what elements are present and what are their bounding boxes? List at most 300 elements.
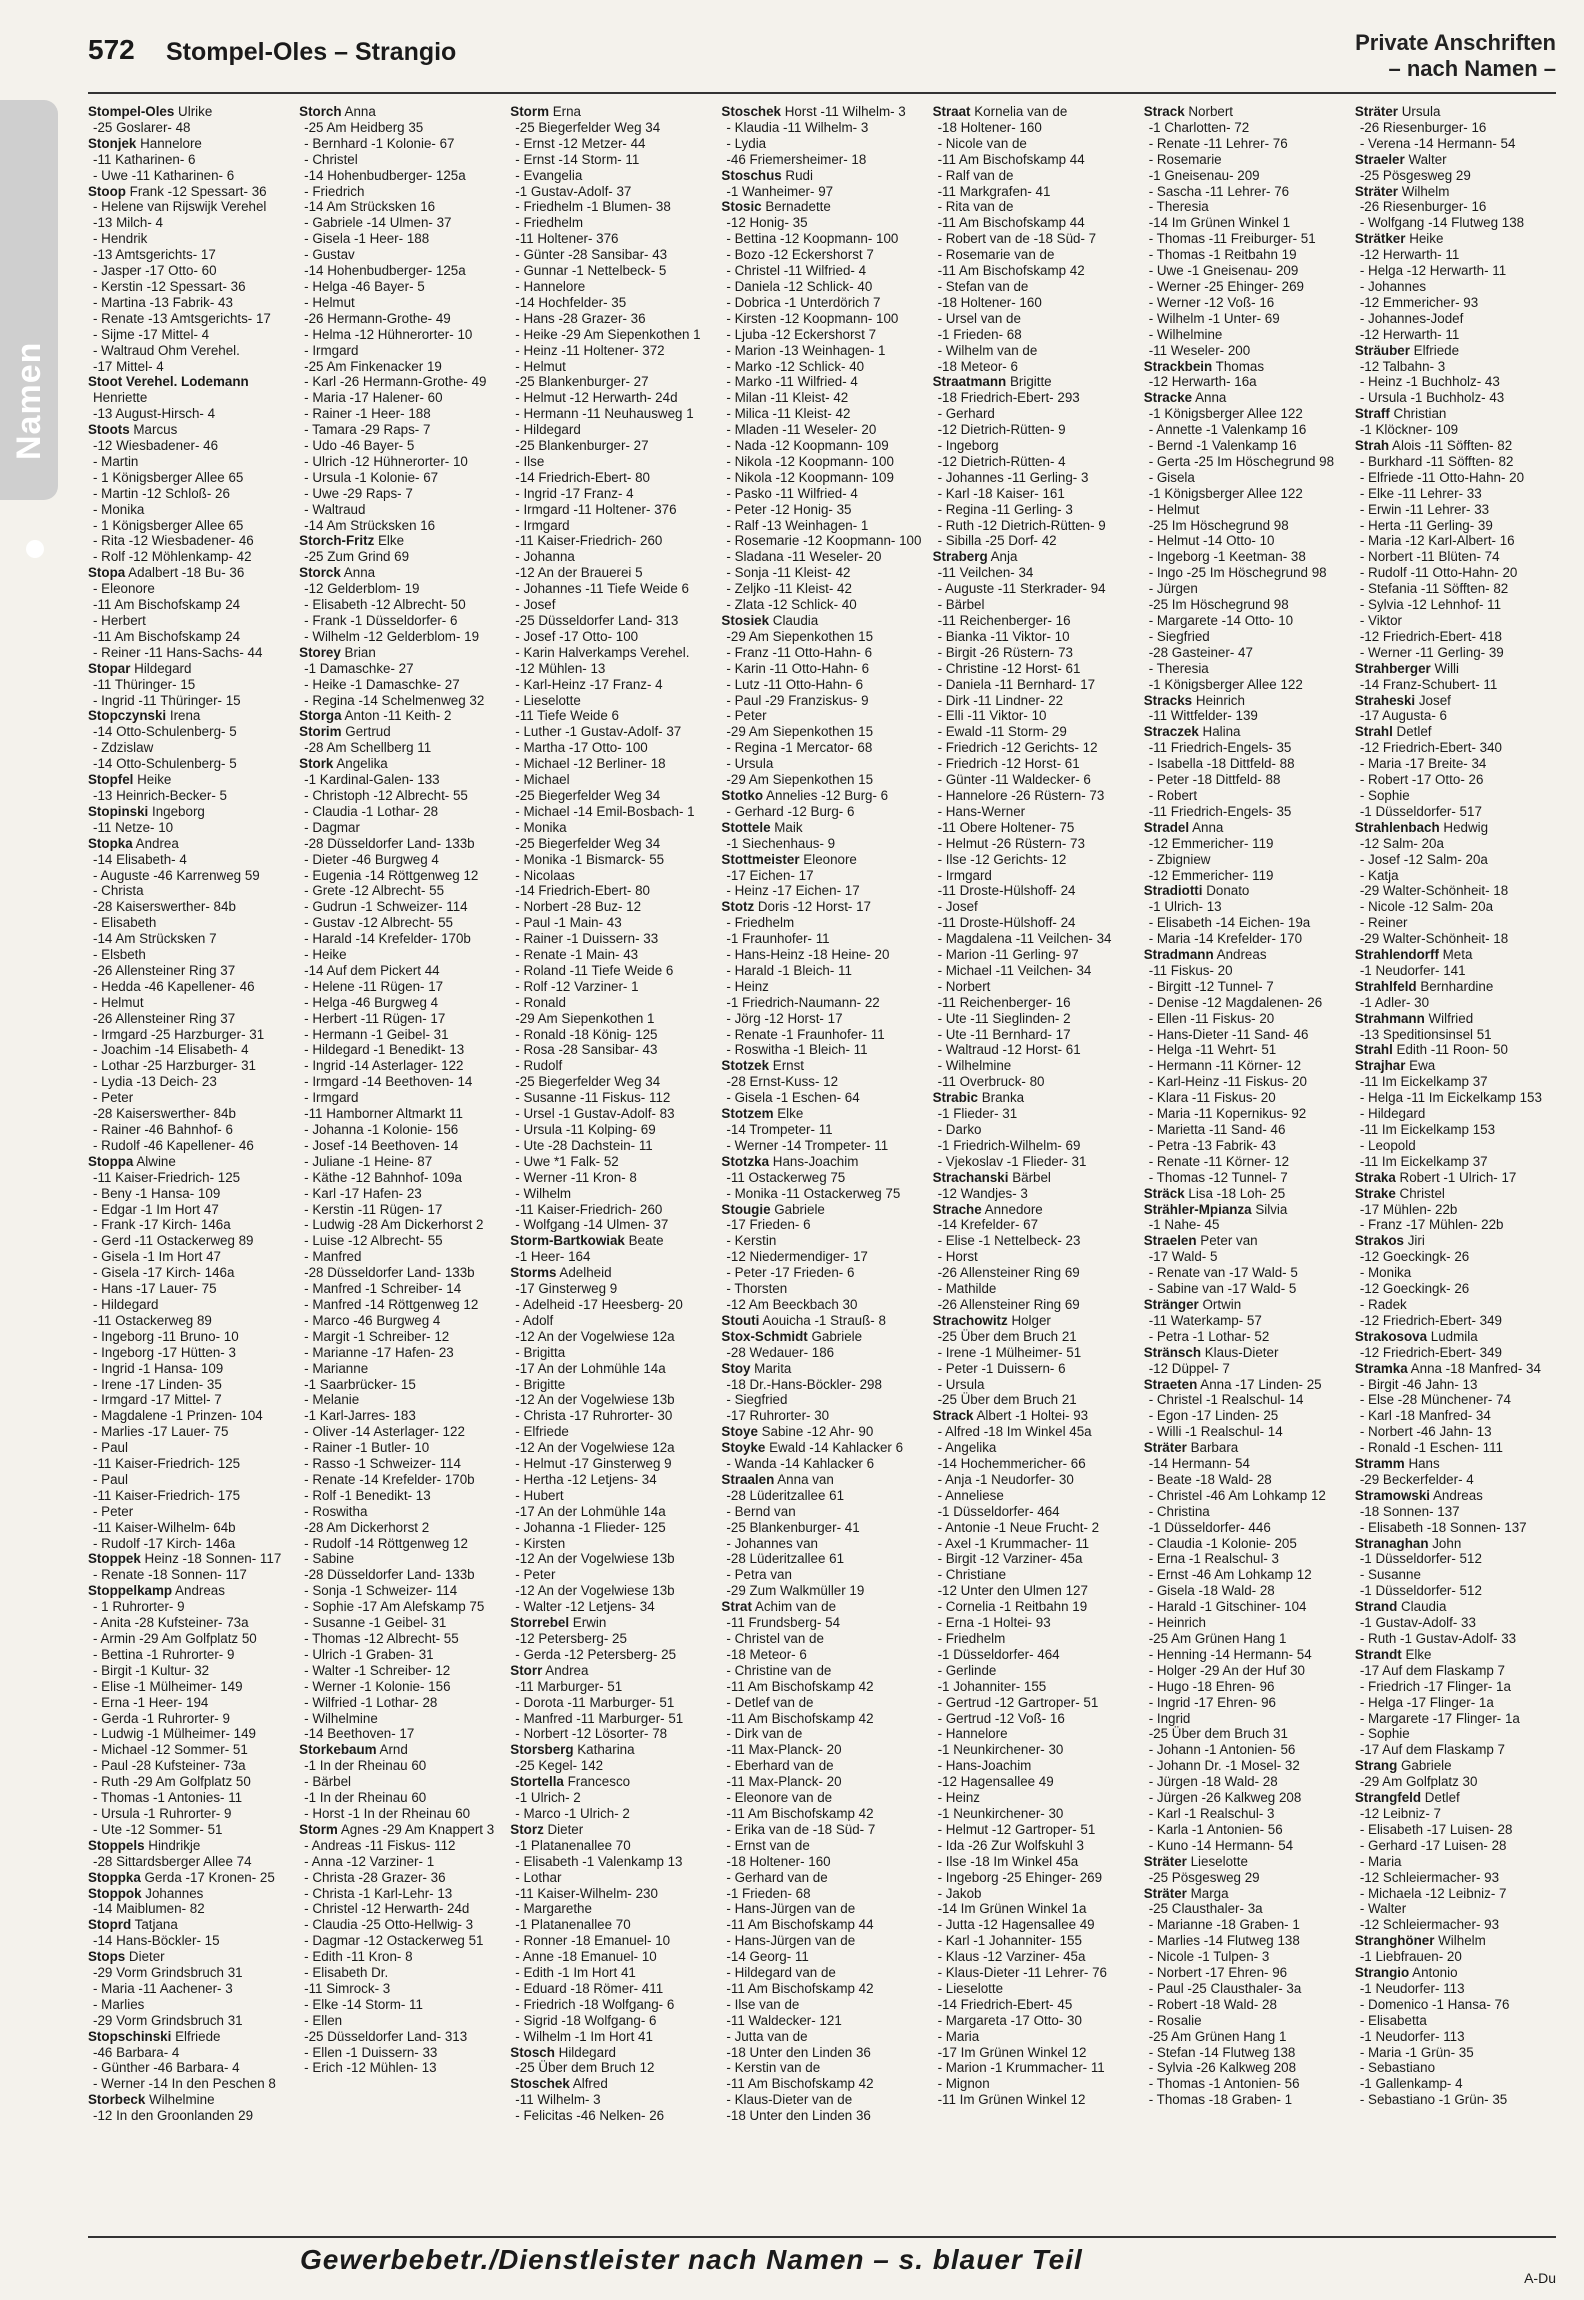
entry-rest: Andreas [1430,1487,1483,1503]
surname: Stox-Schmidt [721,1328,808,1344]
listing-line: - Adolf [515,1312,554,1328]
listing-surname-entry [721,1424,922,1440]
surname: Strangio [1354,1965,1410,1981]
listing-line: - Manfred [304,1249,362,1265]
listing-line: -14 Friedrich-Ebert- 80 [515,469,650,485]
listing-line: - Regina -11 Gerling- 3 [937,501,1073,517]
listing-line: - Michael -12 Sommer- 51 [93,1742,248,1758]
listing-line: -1 Friedrich-Wilhelm- 69 [937,1137,1081,1153]
listing-line: -1 Düsseldorfer- 517 [1359,803,1482,819]
listing-surname-entry [88,772,289,788]
listing-line: - Peter [726,708,767,724]
listing-line: - Jasper -17 Otto- 60 [93,263,217,279]
listing-line: - Sijme -17 Mittel- 4 [93,326,210,342]
listing-line: -1 Friedrich-Naumann- 22 [726,994,880,1010]
surname: Stompel-Oles [88,104,175,119]
listing-surname-entry [1144,1233,1345,1249]
listing-line: -25 Im Höschegrund 98 [1148,517,1289,533]
listing-surname-entry [88,1583,289,1599]
listing-line: -17 An der Lohmühle 14a [515,1360,666,1376]
listing-line: -1 In der Rheinau 60 [304,1758,427,1774]
listing-surname-entry [1355,693,1556,709]
surname: Straatmann [932,374,1007,390]
listing-line: - Helga -17 Flinger- 1a [1359,1694,1494,1710]
listing-line: - Axel -1 Krummacher- 11 [937,1535,1090,1551]
listing-line: - Erna -1 Holtei- 93 [937,1615,1051,1631]
listing-line: -17 Auf dem Flaskamp 7 [1359,1742,1505,1758]
listing-line: - Sabine van -17 Wald- 5 [1148,1281,1297,1297]
listing-line: - Rita -12 Wiesbadener- 46 [93,533,254,549]
listing-line: - Rudolf -14 Röttgenweg 12 [304,1535,468,1551]
listing-line: - Jutta van de [726,2028,808,2044]
listing-line: - Claudia -25 Otto-Hellwig- 3 [304,1917,474,1933]
surname: Storga [299,708,342,724]
listing-line: -14 Trompeter- 11 [726,1122,833,1137]
listing-line: - Heike -29 Am Siepenkothen 1 [515,326,701,342]
listing-line: -14 Am Strücksken 16 [304,199,436,215]
listing-line: -12 Herwarth- 11 [1359,326,1460,342]
listing-line: - Martina -13 Fabrik- 43 [93,294,233,310]
listing-line: -1 Heer- 164 [515,1249,591,1265]
listing-line: -1 Königsberger Allee 122 [1148,676,1303,692]
listing-line: -12 Hagensallee 49 [937,1774,1054,1790]
surname: Stopfel [88,772,134,788]
listing-line: - Christiane [937,1567,1007,1583]
listing-line: -17 Auf dem Flaskamp 7 [1359,1662,1505,1678]
listing-line: -13 Speditionsinsel 51 [1359,1026,1492,1042]
entry-rest: Walter [1404,151,1447,167]
listing-line: -29 Am Siepenkothen 15 [726,724,874,740]
listing-line: - Waltraud Ohm Verehel. [93,342,240,358]
listing-line: - Gerda -12 Petersberg- 25 [515,1646,677,1662]
listing-line: - Sebastiano [1359,2060,1436,2076]
entry-rest: Elfriede [171,2028,221,2044]
listing-line: -11 Simrock- 3 [304,1980,391,1996]
listing-surname-entry [1355,1186,1556,1202]
listing-surname-entry [1355,1790,1556,1806]
entry-rest: Donato [1202,883,1250,899]
listing-line: - Renate -14 Krefelder- 170b [304,1471,475,1487]
listing-line: - Katja [1359,867,1399,883]
listing-line: -14 Hans-Böckler- 15 [93,1933,220,1949]
listing-line: - Hildegard [93,1296,159,1312]
entry-rest: Claudia [769,613,819,628]
listing-line: - Gertrud -12 Gartroper- 51 [937,1694,1099,1710]
entry-rest: Brian [340,644,376,660]
listing-surname-entry [510,1265,711,1281]
listing-line: - Maria -12 Karl-Albert- 16 [1359,533,1515,549]
listing-line: - Siegfried [1148,628,1210,644]
listing-line: - Peter -18 Dittfeld- 88 [1148,772,1281,788]
listing-surname-entry [721,1313,922,1329]
listing-line: - Christel [304,151,358,167]
entry-rest: Anna -17 Linden- 25 [1197,1376,1322,1392]
listing-line: -25 Blankenburger- 27 [515,374,649,390]
listing-line: - Michaela -12 Leibniz- 7 [1359,1885,1507,1901]
listing-line: -12 Emmericher- 119 [1148,835,1274,851]
listing-line: - Sophie -17 Am Alefskamp 75 [304,1599,485,1615]
listing-line: - Josef [937,899,978,915]
listing-line: -12 Leibniz- 7 [1359,1805,1441,1821]
listing-line: - Norbert -11 Blüten- 74 [1359,549,1500,565]
surname: Stotzek [721,1058,770,1074]
entry-rest: Gabriele [770,1201,825,1217]
listing-line: - Heinz -11 Holtener- 372 [515,342,665,358]
listing-surname-entry [88,1917,289,1933]
listing-line: - Petra -13 Fabrik- 43 [1148,1137,1276,1153]
listing-line: - Hildegard [515,422,581,438]
listing-line: -11 Am Bischofskamp 42 [726,1678,874,1694]
listing-line: - Irene -17 Linden- 35 [93,1376,222,1392]
listing-line: - Mathilde [937,1281,997,1297]
listing-line: -12 Dietrich-Rütten- 4 [937,453,1066,469]
listing-line: - Werner -11 Kron- 8 [515,1169,637,1185]
listing-line: - Horst [937,1249,978,1265]
surname: Stranaghan [1354,1535,1429,1551]
listing-line: -1 Klöckner- 109 [1359,422,1459,438]
listing-line: - Günter -11 Waldecker- 6 [937,772,1091,788]
surname: Stottele [721,819,771,835]
listing-line: -12 Goeckingk- 26 [1359,1281,1470,1297]
listing-line: - Auguste -11 Sterkrader- 94 [937,581,1106,597]
listing-surname-entry [1144,1202,1345,1218]
listing-line: - Rosemarie van de [937,247,1055,263]
listing-line: - Elisabeth [93,915,157,931]
listing-line: - Michael [515,772,570,788]
entry-rest: Detlef [1421,1790,1460,1806]
entry-rest: Claudia [1397,1599,1447,1615]
listing-line: - Herbert [93,613,146,628]
listing-line: -1 Düsseldorfer- 446 [1148,1519,1271,1535]
listing-line: -25 Biegerfelder Weg 34 [515,119,661,135]
surname: Stramm [1354,1456,1405,1472]
listing-line: - Jörg -12 Horst- 17 [726,1010,843,1026]
listing-surname-entry [88,422,289,438]
entry-rest: Wilhelm [1434,1933,1486,1949]
listing-line: -28 Kaiserswerther- 84b [93,899,236,915]
surname: Sträter [1354,183,1399,199]
entry-rest: Maik [770,819,803,835]
listing-line: -12 Honig- 35 [726,215,808,231]
listing-line: - Uwe -29 Raps- 7 [304,485,413,501]
listing-line: -11 Holtener- 376 [515,231,619,247]
listing-line: - Marlies -17 Lauer- 75 [93,1424,229,1440]
listing-line: -17 Mühlen- 22b [1359,1201,1458,1217]
listing-line: - Karl -18 Kaiser- 161 [937,485,1065,501]
listing-line: - Helmut [515,358,566,374]
directory-column [88,104,289,2214]
listing-line: - Robert [1148,787,1198,803]
entry-rest: Francesco [563,1774,631,1790]
directory-column [1355,104,1556,2214]
listing-line: - Sophie [1359,1726,1410,1742]
listing-line: - Renate -18 Sonnen- 117 [93,1567,247,1583]
listing-line: - Rosalie [1148,2012,1202,2028]
listing-line: - Ingeborg -25 Ehinger- 269 [937,1869,1103,1885]
listing-line: - Juliane -1 Heine- 87 [304,1153,433,1169]
entry-rest: Eleonore [799,851,857,867]
listing-surname-entry [1355,1329,1556,1345]
listing-line: - Harald -1 Bleich- 11 [726,962,852,978]
listing-line: - Nicolaas [515,867,575,883]
listing-line: - Detlef van de [726,1694,814,1710]
listing-line: -12 Dietrich-Rütten- 9 [937,422,1066,438]
surname: Stortella [510,1774,564,1790]
listing-line: - Ute -28 Dachstein- 11 [515,1137,653,1153]
listing-line: - Maria [1359,1853,1402,1869]
listing-line: - Gerta -25 Im Höschegrund 98 [1148,453,1335,469]
listing-line: - Wanda -14 Kahlacker 6 [726,1456,875,1472]
listing-line: - Theresia [1148,660,1209,676]
listing-surname-entry [510,1663,711,1679]
listing-line: - Susanne -1 Geibel- 31 [304,1615,447,1631]
listing-line: -12 Friedrich-Ebert- 349 [1359,1344,1502,1360]
listing-line: - Nada -12 Koopmann- 109 [726,438,889,454]
listing-line: -11 Am Bischofskamp 42 [726,2076,874,2092]
listing-line: - Zdzislaw [93,740,154,756]
directory-column [510,104,711,2214]
surname: Storm [510,104,549,119]
listing-line: - Monika -11 Ostackerweg 75 [726,1185,901,1201]
listing-line: - Ursula -1 Buchholz- 43 [1359,390,1505,406]
surname: Storch-Fritz [299,533,375,549]
listing-line: -18 Meteor- 6 [937,358,1018,374]
entry-rest: Bernhardine [1416,978,1494,994]
listing-line: -14 Beethoven- 17 [304,1726,415,1742]
listing-line: - Ida -26 Zur Wolfskuhl 3 [937,1837,1084,1853]
listing-line: -26 Hermann-Grothe- 49 [304,310,451,326]
entry-rest: Hans-Joachim [769,1153,859,1169]
listing-line: - Hildegard [1359,1106,1426,1122]
listing-line: - Bianka -11 Viktor- 10 [937,628,1070,644]
listing-surname-entry [1355,724,1556,740]
listing-line: - Monika [515,819,567,835]
listing-line: -25 Biegerfelder Weg 34 [515,835,661,851]
surname: Sträter [1354,104,1399,119]
entry-rest: Meta [1438,947,1473,963]
page-number: 572 [88,34,135,65]
listing-line: -11 Obere Holtener- 75 [937,819,1075,835]
listing-line: - Josef -14 Beethoven- 14 [304,1137,459,1153]
entry-rest: Albert -1 Holtei- 93 [973,1408,1089,1424]
listing-surname-entry [1144,390,1345,406]
listing-line: - Christine -12 Horst- 61 [937,660,1081,676]
listing-surname-entry [88,184,289,200]
listing-line: - Christel -46 Am Lohkamp 12 [1148,1487,1326,1503]
listing-line: - Helmut -17 Ginsterweg 9 [515,1456,672,1472]
entry-rest: Josef [1415,692,1451,708]
listing-line: - Ingo -25 Im Höschegrund 98 [1148,565,1327,581]
listing-line: - Joachim -14 Elisabeth- 4 [93,1042,249,1058]
listing-line: - Ernst van de [726,1837,810,1853]
listing-line: - Josef -17 Otto- 100 [515,628,639,644]
listing-line: - Auguste -46 Karrenweg 59 [93,867,260,883]
listing-line: - Jutta -12 Hagensallee 49 [937,1917,1095,1933]
listing-line: - Josef [515,597,556,613]
entry-rest: Andreas [172,1583,225,1599]
listing-line: - Rolf -12 Varziner- 1 [515,978,639,994]
listing-line: - Karin -11 Otto-Hahn- 6 [726,660,870,676]
surname: Stouti [721,1312,760,1328]
entry-rest: Elfriede [1409,342,1460,358]
listing-line: - Christel -12 Herwarth- 24d [304,1901,470,1917]
listing-line: -12 Mühlen- 13 [515,660,606,676]
listing-line: - Renate van -17 Wald- 5 [1148,1265,1298,1281]
listing-surname-entry [88,374,289,390]
listing-line: -1 Neudorfer- 113 [1359,2028,1465,2044]
listing-line: - Franz -17 Mühlen- 22b [1359,1217,1504,1233]
listing-line: - Bernd -1 Valenkamp 16 [1148,438,1297,454]
footer-note: Gewerbebetr./Dienstleister nach Namen – s. blauer Teil [300,2244,1083,2275]
listing-line: -11 Reichenberger- 16 [937,613,1071,628]
listing-line: - Friedhelm [937,1631,1006,1646]
listing-line: -29 Vorm Grindsbruch 31 [93,1965,243,1981]
surname: Stracke [1143,390,1193,406]
entry-rest: Dieter [543,1821,584,1837]
surname: Stosiek [721,613,770,628]
section-title [1355,30,1556,82]
entry-rest: Lisa -18 Loh- 25 [1184,1185,1286,1201]
listing-line: - Manfred -11 Marburger- 51 [515,1710,684,1726]
listing-surname-entry [1355,1965,1556,1981]
listing-line: -28 Gasteiner- 47 [1148,644,1253,660]
listing-line: -28 Am Schellberg 11 [304,740,432,756]
surname: Sträter [1143,1853,1187,1869]
listing-line: - Theresia [1148,199,1209,215]
section-title-line1: Private Anschriften [1355,30,1556,55]
entry-rest: Hildegard [130,660,192,676]
listing-line: - Walter -12 Letjens- 34 [515,1599,655,1615]
listing-line: -12 Petersberg- 25 [515,1631,627,1646]
listing-line: - Ronner -18 Emanuel- 10 [515,1933,671,1949]
listing-line: -12 Gelderblom- 19 [304,581,420,597]
listing-line: -25 Zum Grind 69 [304,549,410,565]
listing-line: - Marko -12 Schlick- 40 [726,358,865,374]
listing-line: - Karl -26 Hermann-Grothe- 49 [304,374,487,390]
listing-line: - 1 Königsberger Allee 65 [93,517,244,533]
listing-line: -1 Düsseldorfer- 512 [1359,1551,1482,1567]
surname: Strat [721,1599,752,1615]
listing-surname-entry [1355,231,1556,247]
listing-line: - Maria -17 Breite- 34 [1359,756,1487,772]
listing-line: - Anita -28 Kufsteiner- 73a [93,1615,249,1631]
surname: Stranghöner [1354,1933,1435,1949]
listing-surname-entry [721,852,922,868]
listing-line: - Rudolf -46 Kapellener- 46 [93,1137,254,1153]
listing-line: - Jürgen [1148,581,1198,597]
listing-surname-entry [510,1233,711,1249]
entry-rest: Hedwig [1439,819,1489,835]
listing-line: - Roswitha -1 Bleich- 11 [726,1042,868,1058]
listing-line: - Susanne [1359,1567,1421,1583]
listing-line: -12 Emmericher- 119 [1148,867,1274,883]
listing-line: - Rolf -12 Möhlenkamp- 42 [93,549,252,565]
listing-line: -11 Fiskus- 20 [1148,962,1233,978]
listing-line: -25 Kegel- 142 [515,1758,604,1774]
listing-line: -1 Gustav-Adolf- 33 [1359,1615,1476,1631]
listing-surname-entry [88,1949,289,1965]
listing-line: - Lutz -11 Otto-Hahn- 6 [726,676,864,692]
surname: Strakosova [1354,1328,1428,1344]
listing-surname-entry [721,1599,922,1615]
listing-surname-entry [933,1313,1134,1329]
listing-line: -1 Nahe- 45 [1148,1217,1220,1233]
listing-line: -1 Neunkirchener- 30 [937,1805,1064,1821]
listing-line: - Dieter -46 Burgweg 4 [304,851,439,867]
surname: Stotko [721,787,764,803]
listing-surname-entry [510,104,711,120]
listing-surname-entry [721,1361,922,1377]
entry-rest: Heike [133,772,172,788]
listing-line: - Stefan van de [937,278,1029,294]
listing-line: - Josef -12 Salm- 20a [1359,851,1488,867]
listing-line: -14 Hochemmericher- 66 [937,1456,1086,1472]
listing-line: - Manfred -1 Schreiber- 14 [304,1281,462,1297]
listing-line: - Darko [937,1122,982,1137]
listing-surname-entry [1355,1456,1556,1472]
listing-line: - Antonie -1 Neue Frucht- 2 [937,1519,1100,1535]
listing-line: -11 Marburger- 51 [515,1678,623,1694]
listing-line: -26 Allensteiner Ring 69 [937,1296,1080,1312]
listing-line: -12 Wandjes- 3 [937,1185,1028,1201]
entry-rest: Arnd [376,1742,408,1758]
listing-line: - Beny -1 Hansa- 109 [93,1185,221,1201]
listing-line: - Werner -25 Ehinger- 269 [1148,278,1305,294]
listing-line: - Marianne -18 Graben- 1 [1148,1917,1300,1933]
listing-line: - Ute -12 Sommer- 51 [93,1821,223,1837]
listing-line: - Elisabetta [1359,2012,1427,2028]
listing-line: - Ernst -46 Am Lohkamp 12 [1148,1567,1312,1583]
listing-line: - Franz -11 Otto-Hahn- 6 [726,644,873,660]
listing-line: - Ingrid -14 Asterlager- 122 [304,1058,464,1074]
listing-line: - Zlata -12 Schlick- 40 [726,597,857,613]
listing-line: - Ellen [304,2012,343,2028]
listing-line: - Willi -1 Realschul- 14 [1148,1424,1283,1440]
listing-line: - Ingrid -11 Thüringer- 15 [93,692,241,708]
entry-rest: Ursula [1398,104,1441,119]
surname: Stosic [721,199,762,215]
entry-rest: Annelies -12 Burg- 6 [763,787,889,803]
surname: Stoschus [721,167,782,183]
listing-line: - Kirsten -12 Koopmann- 100 [726,310,899,326]
listing-line: - Ingeborg -1 Keetman- 38 [1148,549,1306,565]
listing-line: - Henning -14 Hermann- 54 [1148,1646,1312,1662]
listing-line: - Tamara -29 Raps- 7 [304,422,431,438]
surname: Stoppelkamp [88,1583,173,1599]
listing-line: - Kirsten [515,1535,566,1551]
listing-line: -12 Schleiermacher- 93 [1359,1869,1500,1885]
listing-line: - Paul -25 Clausthaler- 3a [1148,1980,1302,1996]
listing-line: - Johanna -1 Kolonie- 156 [304,1122,459,1137]
listing-line: - Erna -1 Realschul- 3 [1148,1551,1279,1567]
listing-line: - Udo -46 Bayer- 5 [304,438,415,454]
listing-line: - Ludwig -28 Am Dickerhorst 2 [304,1217,484,1233]
listing-surname-entry [299,1822,500,1838]
listing-line: -11 Kaiser-Friedrich- 260 [515,533,663,549]
surname: Stotzka [721,1153,770,1169]
surname: Straberg [932,549,988,565]
listing-line: -11 Am Bischofskamp 44 [937,215,1085,231]
listing-line: - Friedhelm [726,915,795,931]
listing-line: - Sylvia -26 Kalkweg 208 [1148,2060,1297,2076]
side-tab-label: Namen [10,341,48,460]
listing-line: - Maria -1 Grün- 35 [1359,2044,1474,2060]
listing-surname-entry [88,836,289,852]
listing-surname-entry [1355,406,1556,422]
listing-line: - Rosa -28 Sansibar- 43 [515,1042,658,1058]
listing-surname-entry [721,199,922,215]
listing-line: - Michael -14 Emil-Bosbach- 1 [515,803,695,819]
